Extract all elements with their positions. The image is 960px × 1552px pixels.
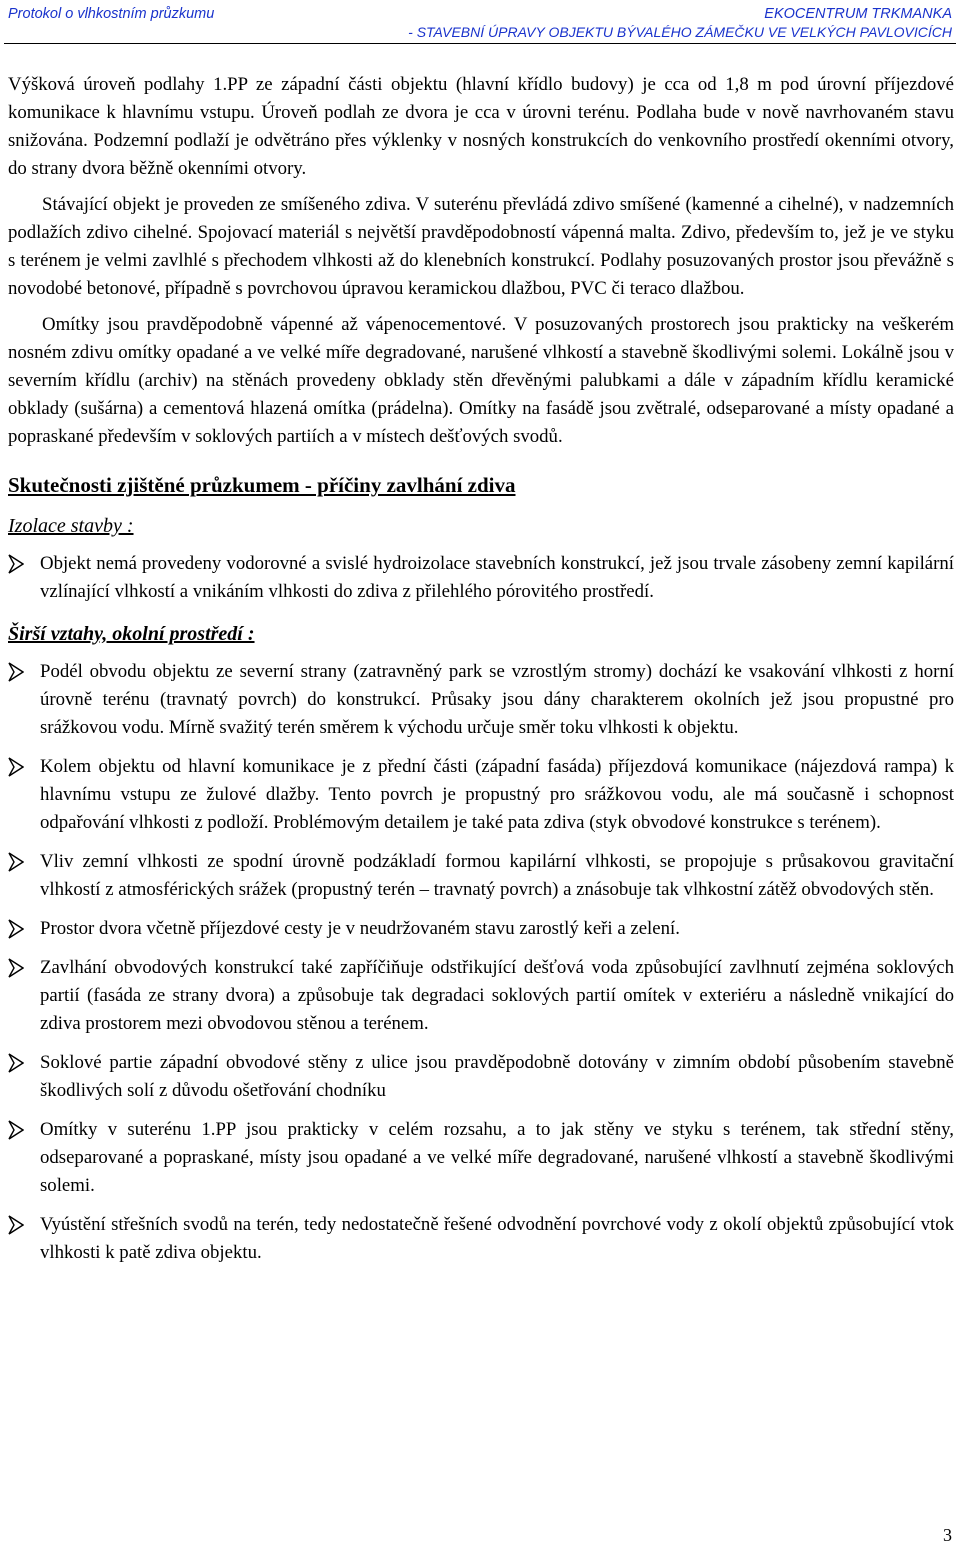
- arrowhead-bullet-icon: [8, 554, 24, 574]
- header-project-name: EKOCENTRUM TRKMANKA: [764, 6, 952, 22]
- surroundings-list: [8, 658, 954, 1267]
- isolation-list: [8, 550, 954, 606]
- list-item: [8, 658, 954, 742]
- list-item-text: Vyústění střešních svodů na terén, tedy nedostatečně řešené odvodnění povrchové vody z okolí objektů způsobující vtok vlhkosti k patě zdiva objektu.: [40, 1214, 954, 1263]
- list-item: [8, 1211, 954, 1267]
- list-item-text: Prostor dvora včetně příjezdové cesty je v neudržovaném stavu zarostlý keři a zelení.: [40, 918, 680, 939]
- header-document-title: Protokol o vlhkostním průzkumu: [8, 6, 215, 22]
- arrowhead-bullet-icon: [8, 919, 24, 939]
- header-divider: [4, 43, 956, 44]
- list-item-text: Omítky v suterénu 1.PP jsou prakticky v celém rozsahu, a to jak stěny ve styku s terénem, tak střední stěny, odseparované a popraskané, místy jsou opadané a ve velké míře degradované, narušené vlhkostí a stavebně škodlivými solemi.: [40, 1119, 954, 1196]
- list-item-text: Kolem objektu od hlavní komunikace je z přední části (západní fasáda) příjezdová komunikace (nájezdová rampa) k hlavnímu vstupu ze žulové dlažby. Tento povrch je propustný pro srážkovou vodu, ale má současně i schopnost odpařování vlhkosti z podloží. Problémovým detailem je také pata zdiva (styk obvodové konstrukce s terénem).: [40, 756, 954, 833]
- arrowhead-bullet-icon: [8, 757, 24, 777]
- section-heading-surroundings: Širší vztahy, okolní prostředí :: [8, 623, 255, 645]
- list-item-text: Objekt nemá provedeny vodorovné a svislé hydroizolace stavebních konstrukcí, jež jsou trvale zásobeny zemní kapilární vzlínající vlhkostí a vnikáním vlhkosti do zdiva z přilehlého pórovitého prostředí.: [40, 553, 954, 602]
- intro-paragraph: Omítky jsou pravděpodobně vápenné až vápenocementové. V posuzovaných prostorech jsou prakticky na veškerém nosném zdivu omítky opadané a ve velké míře degradované, narušené vlhkostí a stavebně škodlivými solemi. Lokálně jsou v severním křídlu (archiv) na stěnách provedeny obklady stěn dřevěnými palubkami a dále v západním křídlu keramické obklady (sušárna) a cementová hlazená omítka (prádelna). Omítky na fasádě jsou zvětralé, odseparované a místy opadané a popraskané především v soklových partiích a v místech dešťových svodů.: [8, 314, 954, 447]
- intro-paragraph: Stávající objekt je proveden ze smíšeného zdiva. V suterénu převládá zdivo smíšené (kamenné a cihelné), v nadzemních podlažích zdivo cihelné. Spojovací materiál s největší pravděpodobností vápenná malta. Zdivo, především to, jež je ve styku s terénem je velmi zavlhlé s přechodem vlhkosti až do klenebních konstrukcí. Podlahy posuzovaných prostor jsou převážně s novodobé betonové, případně s povrchovou úpravou keramickou dlažbou, PVC či teraco dlažbou.: [8, 194, 954, 299]
- arrowhead-bullet-icon: [8, 1215, 24, 1235]
- section-main-heading: Skutečnosti zjištěné průzkumem - příčiny zavlhání zdiva: [8, 473, 516, 497]
- list-item: [8, 550, 954, 606]
- arrowhead-bullet-icon: [8, 1120, 24, 1140]
- list-item-text: Podél obvodu objektu ze severní strany (zatravněný park se vzrostlým stromy) dochází ke vsakování vlhkosti z horní úrovně terénu (travnatý povrch) do konstrukcí. Průsaky jsou dány charakterem okolních jež jsou propustné pro srážkovou vodu. Mírně svažitý terén směrem k východu určuje směr toku vlhkosti k objektu.: [40, 661, 954, 738]
- list-item-text: Soklové partie západní obvodové stěny z ulice jsou pravděpodobně dotovány v zimním období působením stavebně škodlivých solí z důvodu ošetřování chodníku: [40, 1052, 954, 1101]
- page-number: 3: [943, 1525, 952, 1545]
- list-item-text: Zavlhání obvodových konstrukcí také zapříčiňuje odstřikující dešťová voda způsobující zavlhnutí zejména soklových partií (fasáda ze strany dvora) a způsobuje tak degradaci soklových partií omítek v exteriéru a následně vnikající do zdiva prostorem mezi obvodovou stěnou a terénem.: [40, 957, 954, 1034]
- arrowhead-bullet-icon: [8, 852, 24, 872]
- arrowhead-bullet-icon: [8, 662, 24, 682]
- section-heading-isolation: Izolace stavby :: [8, 515, 134, 537]
- list-item: [8, 848, 954, 904]
- list-item: [8, 954, 954, 1038]
- list-item: [8, 1049, 954, 1105]
- page-header: [0, 0, 960, 45]
- list-item: [8, 915, 954, 943]
- list-item-text: Vliv zemní vlhkosti ze spodní úrovně podzákladí formou kapilární vlhkosti, se propojuje s průsakovou gravitační vlhkostí z atmosférických srážek (propustný terén – travnatý povrch) a znásobuje tak vlhkostní zátěž obvodových stěn.: [40, 851, 954, 900]
- header-project-subtitle: - STAVEBNÍ ÚPRAVY OBJEKTU BÝVALÉHO ZÁMEČKU VE VELKÝCH PAVLOVICÍCH: [408, 24, 952, 40]
- arrowhead-bullet-icon: [8, 1053, 24, 1073]
- list-item: [8, 753, 954, 837]
- intro-paragraph: Výšková úroveň podlahy 1.PP ze západní části objektu (hlavní křídlo budovy) je cca od 1,8 m pod úrovní příjezdové komunikace k hlavnímu vstupu. Úroveň podlah ze dvora je cca v úrovni terénu. Podlaha bude v nově navrhovaném stavu snižována. Podzemní podlaží je odvětráno přes výklenky v nosných konstrukcích do venkovního prostředí okenními otvory, do strany dvora běžně okenními otvory.: [8, 74, 954, 179]
- document-body: [8, 71, 954, 1278]
- arrowhead-bullet-icon: [8, 958, 24, 978]
- list-item: [8, 1116, 954, 1200]
